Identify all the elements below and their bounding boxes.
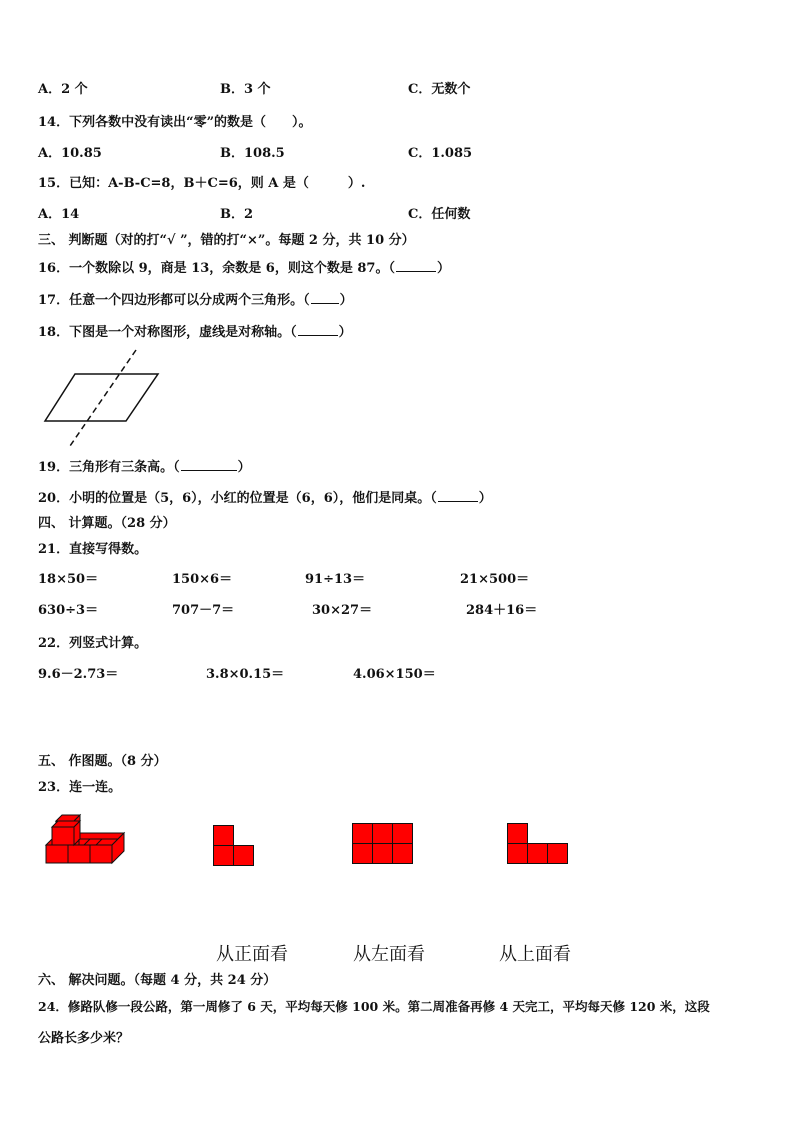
q24-line-2: 公路长多少米？ <box>38 1031 130 1046</box>
symmetry-axis-dashed-line <box>70 350 136 446</box>
section-4-heading: 四、 计算题。（28 分） <box>38 516 176 531</box>
q18-end: ） <box>338 325 352 340</box>
square-cell <box>393 844 413 864</box>
q20-stem: 20．小明的位置是（5，6），小红的位置是（6，6），他们是同桌。（ <box>38 491 437 506</box>
q15-option-b: B．2 <box>220 207 254 222</box>
square-cell <box>353 824 373 844</box>
q23-view-shape-l-long <box>507 823 571 867</box>
q20-answer-blank[interactable] <box>438 489 478 502</box>
q22-item-2: 3.8×0.15＝ <box>206 667 285 682</box>
q23-stem: 23．连一连。 <box>38 780 122 795</box>
q21-row1-item-4: 21×500＝ <box>460 572 530 587</box>
q21-row2-item-3: 30×27＝ <box>312 603 373 618</box>
q23-cube-stack-3d <box>46 813 130 875</box>
front-bottom-cube-3 <box>90 845 112 863</box>
q14-option-a: A．10.85 <box>38 146 102 161</box>
q22-stem: 22．列竖式计算。 <box>38 636 148 651</box>
q17-end: ） <box>339 293 353 308</box>
front-upper-cube <box>52 827 74 845</box>
q19-answer-blank[interactable] <box>181 458 237 471</box>
q21-stem: 21．直接写得数。 <box>38 542 148 557</box>
q13-option-b: B．3 个 <box>220 82 271 97</box>
square-cell <box>353 844 373 864</box>
square-cell <box>234 846 254 866</box>
q16-stem: 16．一个数除以 9，商是 13，余数是 6，则这个数是 87。（ <box>38 261 395 276</box>
q14-stem: 14．下列各数中没有读出“零”的数是（ ）。 <box>38 115 312 130</box>
square-cell <box>393 824 413 844</box>
q14-option-b: B．108.5 <box>220 146 285 161</box>
q19-end: ） <box>237 460 251 475</box>
q21-row2-item-2: 707－7＝ <box>172 603 235 618</box>
q24-line-1: 24．修路队修一段公路，第一周修了 6 天，平均每天修 100 米。第二周准备再修 4 天完工，平均每天修 120 米，这段 <box>38 999 710 1014</box>
square-cell <box>508 824 528 844</box>
q19-line <box>38 458 251 476</box>
q17-stem: 17．任意一个四边形都可以分成两个三角形。（ <box>38 293 310 308</box>
q21-row1-item-2: 150×6＝ <box>172 572 233 587</box>
section-3-heading: 三、 判断题（对的打“√ ”，错的打“×”。每题 2 分，共 10 分） <box>38 233 415 248</box>
square-cell <box>214 846 234 866</box>
section-6-heading: 六、 解决问题。（每题 4 分，共 24 分） <box>38 973 277 988</box>
q15-option-c: C．任何数 <box>408 207 471 222</box>
q22-item-1: 9.6－2.73＝ <box>38 667 119 682</box>
front-bottom-cube-1 <box>46 845 68 863</box>
q16-line <box>38 259 450 277</box>
square-cell <box>214 826 234 846</box>
q18-line <box>38 323 352 341</box>
q17-line <box>38 291 353 309</box>
view-label-top: 从上面看 <box>499 944 571 965</box>
q15-stem: 15．已知：A-B-C=8，B＋C=6，则 A 是（ ）. <box>38 176 366 191</box>
square-cell <box>548 844 568 864</box>
parallelogram-shape <box>45 374 158 421</box>
front-bottom-cube-2 <box>68 845 90 863</box>
q20-line <box>38 489 492 507</box>
q21-row1-item-1: 18×50＝ <box>38 572 99 587</box>
q18-stem: 18．下图是一个对称图形，虚线是对称轴。（ <box>38 325 297 340</box>
section-5-heading: 五、 作图题。（8 分） <box>38 754 167 769</box>
square-cell <box>373 844 393 864</box>
square-cell <box>528 844 548 864</box>
q16-end: ） <box>436 261 450 276</box>
q13-option-a: A．2 个 <box>38 82 88 97</box>
q18-parallelogram-figure <box>40 348 170 448</box>
q19-stem: 19．三角形有三条高。（ <box>38 460 180 475</box>
q17-answer-blank[interactable] <box>311 291 339 304</box>
back-row-top-face <box>74 833 124 839</box>
view-label-left: 从左面看 <box>353 944 425 965</box>
q21-row1-item-3: 91÷13＝ <box>305 572 366 587</box>
q15-option-a: A．14 <box>38 207 80 222</box>
q13-option-c: C．无数个 <box>408 82 471 97</box>
q16-answer-blank[interactable] <box>396 259 436 272</box>
q14-option-c: C．1.085 <box>408 146 473 161</box>
square-cell <box>373 824 393 844</box>
view-label-front: 从正面看 <box>216 944 288 965</box>
q20-end: ） <box>478 491 492 506</box>
q22-item-3: 4.06×150＝ <box>353 667 436 682</box>
q21-row2-item-1: 630÷3＝ <box>38 603 99 618</box>
q21-row2-item-4: 284＋16＝ <box>466 603 538 618</box>
q23-view-shape-rectangle <box>352 823 416 867</box>
q18-answer-blank[interactable] <box>298 323 338 336</box>
square-cell <box>508 844 528 864</box>
q23-view-shape-l-small <box>213 825 257 869</box>
